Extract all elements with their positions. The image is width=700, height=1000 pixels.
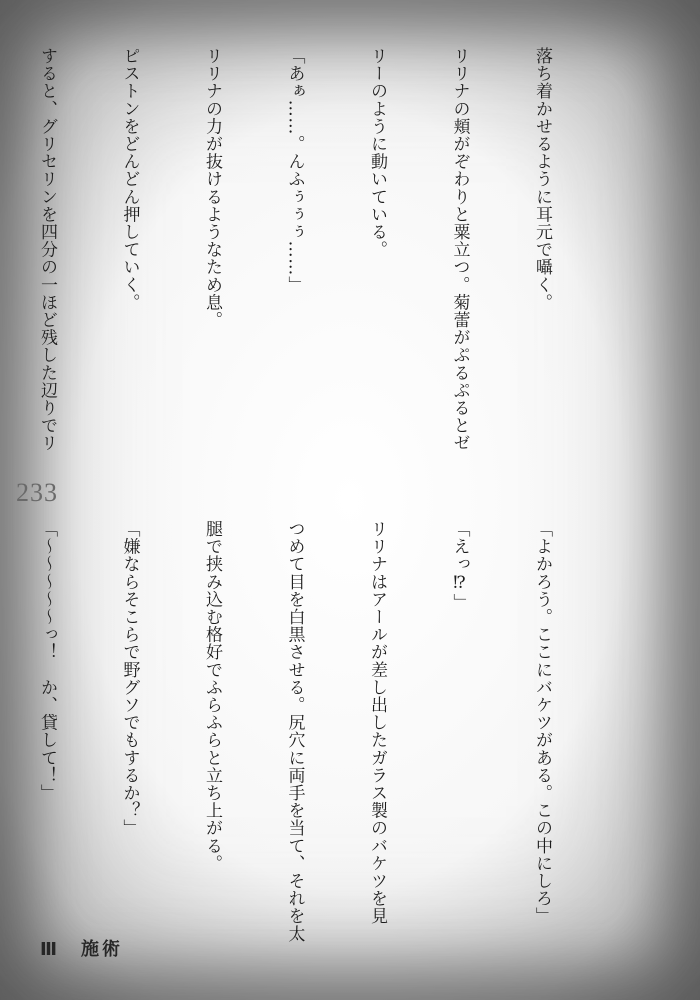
- lower-text-block: [0, 520, 610, 943]
- text-line: つめて目を白黒させる。尻穴に両手を当て、それを太: [284, 520, 305, 943]
- text-line: 落ち着かせるように耳元で囁く。: [532, 47, 552, 311]
- text-line: 「〜〜〜〜〜っ！ か、貸して！」: [37, 520, 57, 802]
- text-line: 「よかろう。ここにバケツがある。この中にしろ」: [532, 520, 552, 925]
- text-line: 腿で挟み込む格好でふらふらと立ち上がる。: [202, 520, 222, 872]
- text-line: リリナの力が抜けるようなため息。: [202, 47, 222, 329]
- text-line: ピストンをどんどん押していく。: [119, 47, 140, 311]
- text-line: 「えっ⁉」: [449, 520, 470, 611]
- text-line: リリナはアールが差し出したガラス製のバケツを見: [367, 520, 387, 925]
- upper-text-block: [0, 47, 610, 452]
- page-number: 233: [16, 478, 58, 507]
- text-line: リーのように動いている。: [367, 47, 387, 259]
- text-line: リリナの頬がぞわりと粟立つ。菊蕾がぷるぷるとゼ: [449, 47, 470, 452]
- text-line: すると、グリセリンを四分の一ほど残した辺りでリ: [37, 47, 57, 452]
- text-line: 「嫌ならそこらで野グソでもするか？」: [119, 520, 140, 837]
- running-head: Ⅲ 施術: [40, 939, 124, 960]
- text-line: 「あぁ……。んふぅぅぅ……」: [284, 47, 305, 294]
